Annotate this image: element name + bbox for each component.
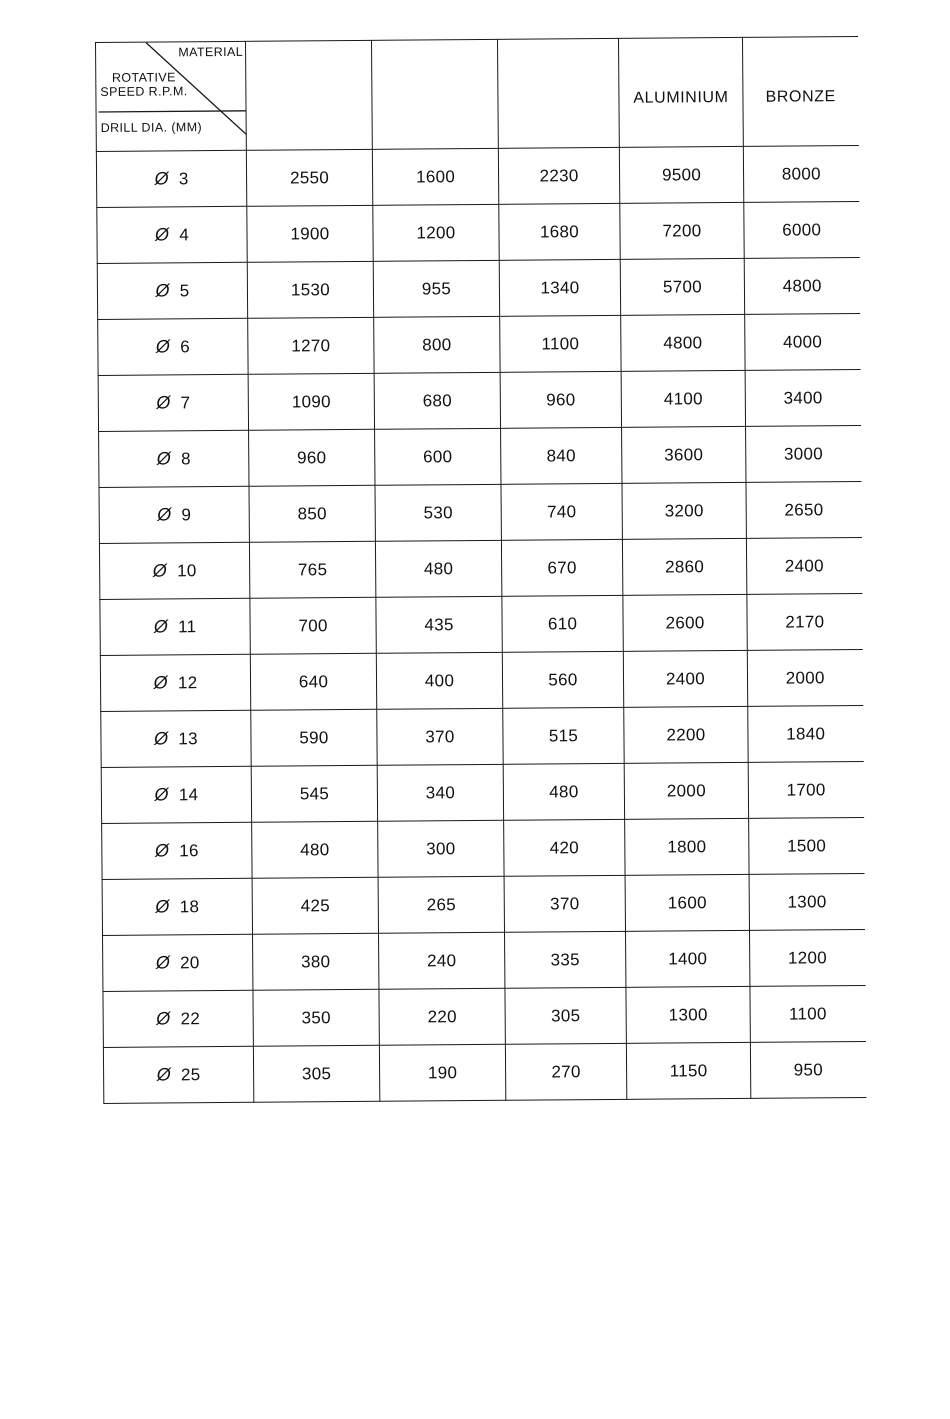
table-row	[99, 537, 861, 599]
drill-diameter-cell	[97, 262, 247, 319]
rpm-value-cell: 370	[377, 708, 503, 765]
rpm-value-cell: 1300	[626, 986, 750, 1043]
rpm-value-cell: 190	[379, 1044, 505, 1101]
rpm-value-cell: 270	[505, 1043, 626, 1100]
rpm-value-cell: 960	[249, 429, 375, 486]
diameter-symbol: Ø	[155, 952, 171, 973]
rpm-value-cell: 240	[379, 932, 505, 989]
drill-diameter-cell	[98, 374, 248, 431]
drill-diameter-value: 12	[177, 673, 198, 693]
rpm-value-cell: 950	[750, 1041, 865, 1098]
rpm-value-cell: 1500	[749, 817, 864, 874]
rpm-value-cell: 480	[503, 763, 624, 820]
rpm-value-cell: 4800	[621, 314, 745, 371]
drill-diameter-cell	[99, 486, 249, 543]
table-row	[100, 649, 862, 711]
rpm-value-cell: 340	[377, 764, 503, 821]
rpm-value-cell: 420	[504, 819, 625, 876]
rpm-value-cell: 1200	[373, 204, 499, 261]
drill-diameter-value: 8	[180, 449, 191, 469]
drill-diameter-value: 7	[180, 393, 191, 413]
rpm-value-cell: 530	[375, 484, 501, 541]
drill-diameter-value: 25	[180, 1065, 201, 1085]
rpm-value-cell: 220	[379, 988, 505, 1045]
drill-diameter-cell	[101, 766, 251, 823]
drill-speed-table	[95, 36, 866, 1104]
diameter-symbol: Ø	[154, 168, 169, 189]
drill-diameter-value: 9	[181, 505, 192, 525]
diameter-symbol: Ø	[155, 336, 171, 357]
drill-diameter-value: 16	[179, 841, 199, 861]
header-row	[96, 37, 859, 152]
rpm-value-cell: 1600	[372, 148, 498, 205]
drill-diameter-value: 14	[178, 785, 199, 805]
rpm-value-cell: 850	[249, 485, 375, 542]
rpm-value-cell: 2000	[747, 649, 862, 706]
diameter-symbol: Ø	[155, 280, 170, 301]
drill-diameter-value: 22	[180, 1009, 201, 1029]
table-row	[103, 985, 865, 1047]
rpm-value-cell: 4100	[621, 370, 745, 427]
table-row	[97, 202, 859, 264]
drill-diameter-cell	[102, 822, 252, 879]
rpm-value-cell: 1400	[626, 930, 750, 987]
rpm-value-cell: 2200	[624, 706, 748, 763]
diameter-symbol: Ø	[155, 896, 170, 917]
rpm-value-cell: 1530	[247, 261, 373, 318]
drill-diameter-cell	[103, 1046, 253, 1103]
drill-diameter-value: 20	[180, 953, 200, 973]
drill-diameter-cell	[99, 430, 249, 487]
rpm-value-cell: 8000	[743, 146, 858, 203]
rpm-value-cell: 2650	[746, 481, 861, 538]
drill-diameter-cell	[100, 654, 250, 711]
rpm-value-cell: 425	[252, 877, 378, 934]
table-row	[100, 593, 862, 655]
table-row	[102, 817, 864, 879]
material-label: MATERIAL	[178, 44, 244, 60]
diameter-symbol: Ø	[153, 616, 169, 637]
drill-diameter-value: 6	[180, 337, 191, 357]
rpm-value-cell: 3600	[622, 426, 746, 483]
rpm-value-cell: 3200	[622, 482, 746, 539]
drill-speed-sheet	[95, 36, 866, 1104]
table-row	[101, 761, 863, 823]
diameter-symbol: Ø	[152, 560, 168, 581]
rpm-value-cell: 590	[251, 709, 377, 766]
rpm-value-cell: 1900	[247, 205, 373, 262]
rpm-value-cell: 800	[374, 316, 500, 373]
rpm-value-cell: 545	[251, 765, 377, 822]
rpm-value-cell: 1340	[499, 259, 620, 316]
drill-diameter-label: DRILL DIA. (MM)	[100, 120, 203, 135]
table-row	[99, 425, 861, 487]
diameter-symbol: Ø	[153, 728, 169, 749]
rpm-value-cell: 480	[375, 540, 501, 597]
drill-diameter-value: 5	[179, 281, 190, 301]
rpm-value-cell: 1150	[626, 1042, 750, 1099]
column-header-1	[245, 40, 372, 150]
rpm-value-cell: 4800	[744, 258, 859, 315]
rpm-value-cell: 1200	[749, 929, 864, 986]
drill-diameter-value: 3	[178, 169, 189, 189]
rpm-value-cell: 4000	[745, 314, 860, 371]
diameter-symbol: Ø	[156, 392, 171, 413]
table-row	[98, 314, 860, 376]
diameter-symbol: Ø	[156, 448, 172, 469]
rpm-value-cell: 640	[250, 653, 376, 710]
diameter-symbol: Ø	[153, 672, 169, 693]
table-row	[103, 1041, 865, 1103]
rpm-value-cell: 960	[500, 371, 621, 428]
drill-diameter-cell	[97, 206, 247, 263]
rpm-value-cell: 2600	[623, 594, 747, 651]
rpm-value-cell: 600	[375, 428, 501, 485]
table-row	[101, 705, 863, 767]
table-row	[97, 258, 859, 320]
rpm-value-cell: 515	[503, 707, 624, 764]
drill-diameter-cell	[103, 934, 253, 991]
drill-diameter-cell	[96, 150, 246, 207]
rpm-value-cell: 765	[249, 541, 375, 598]
rpm-value-cell: 1100	[750, 985, 865, 1042]
rpm-value-cell: 400	[376, 652, 502, 709]
table-body	[96, 146, 865, 1104]
rpm-value-cell: 305	[253, 1045, 379, 1102]
rpm-value-cell: 435	[376, 596, 502, 653]
rpm-value-cell: 370	[504, 875, 625, 932]
rpm-value-cell: 335	[505, 931, 626, 988]
rpm-value-cell: 265	[378, 876, 504, 933]
rpm-value-cell: 2400	[623, 650, 747, 707]
drill-diameter-value: 11	[178, 617, 197, 637]
rpm-value-cell: 700	[250, 597, 376, 654]
rpm-value-cell: 2400	[746, 537, 861, 594]
column-header-2	[371, 39, 498, 149]
column-header-bronze: BRONZE	[742, 37, 858, 147]
diameter-symbol: Ø	[156, 1008, 171, 1029]
rpm-value-cell: 3400	[745, 370, 860, 427]
rpm-value-cell: 1270	[248, 317, 374, 374]
rpm-value-cell: 2230	[498, 147, 619, 204]
diameter-symbol: Ø	[154, 784, 169, 805]
rotative-speed-label: ROTATIVE SPEED R.P.M.	[100, 70, 188, 99]
rpm-value-cell: 560	[502, 651, 623, 708]
rpm-value-cell: 5700	[620, 258, 744, 315]
drill-diameter-cell	[99, 542, 249, 599]
table-row	[103, 929, 865, 991]
drill-diameter-cell	[100, 598, 250, 655]
table-row	[98, 370, 860, 432]
rpm-value-cell: 955	[373, 260, 499, 317]
column-header-3	[497, 38, 619, 148]
rpm-value-cell: 1300	[749, 873, 864, 930]
diameter-symbol: Ø	[154, 224, 170, 245]
rpm-value-cell: 350	[253, 989, 379, 1046]
table-row	[99, 481, 861, 543]
drill-diameter-value: 4	[179, 225, 190, 245]
rpm-value-cell: 2170	[747, 593, 862, 650]
rpm-value-cell: 2860	[622, 538, 746, 595]
rpm-value-cell: 305	[505, 987, 626, 1044]
rpm-value-cell: 610	[502, 595, 623, 652]
diameter-symbol: Ø	[157, 504, 172, 525]
rpm-value-cell: 2000	[624, 762, 748, 819]
rpm-value-cell: 1700	[748, 761, 863, 818]
rpm-value-cell: 1800	[625, 818, 749, 875]
rpm-value-cell: 1680	[499, 203, 620, 260]
rpm-value-cell: 3000	[746, 425, 861, 482]
drill-diameter-value: 13	[178, 729, 198, 749]
rpm-value-cell: 1840	[748, 705, 863, 762]
rpm-value-cell: 2550	[246, 149, 372, 206]
rpm-value-cell: 380	[253, 933, 379, 990]
rpm-value-cell: 670	[501, 539, 622, 596]
drill-diameter-cell	[98, 318, 248, 375]
rpm-value-cell: 1100	[500, 315, 621, 372]
drill-diameter-cell	[102, 878, 252, 935]
rpm-value-cell: 840	[501, 427, 622, 484]
corner-header-cell	[96, 41, 247, 151]
drill-diameter-cell	[103, 990, 253, 1047]
table-row	[102, 873, 864, 935]
rpm-value-cell: 480	[252, 821, 378, 878]
rpm-value-cell: 9500	[619, 146, 743, 203]
rpm-value-cell: 1600	[625, 874, 749, 931]
diameter-symbol: Ø	[154, 840, 170, 861]
drill-diameter-cell	[101, 710, 251, 767]
column-header-aluminium: ALUMINIUM	[618, 37, 743, 147]
rpm-value-cell: 740	[501, 483, 622, 540]
rpm-value-cell: 6000	[744, 202, 859, 259]
table-row	[96, 146, 858, 208]
rpm-value-cell: 1090	[248, 373, 374, 430]
rpm-value-cell: 300	[378, 820, 504, 877]
drill-diameter-value: 10	[176, 561, 197, 581]
rpm-value-cell: 680	[374, 372, 500, 429]
drill-diameter-value: 18	[179, 897, 200, 917]
rpm-value-cell: 7200	[620, 202, 744, 259]
diameter-symbol: Ø	[156, 1064, 172, 1085]
